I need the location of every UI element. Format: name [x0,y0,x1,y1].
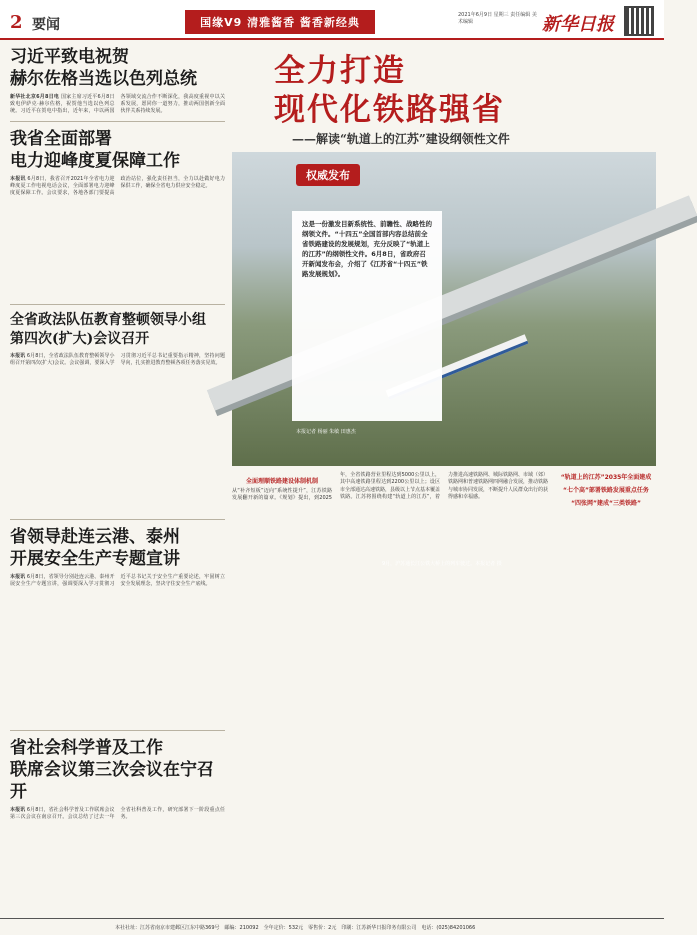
article-text: 6月8日，省社会科学普及工作联席会议第三次会议在南京召开。会议总结了过去一年全省社科普及工作，研究部署下一阶段重点任务。 [10,807,225,820]
feature-body [232,472,656,912]
lead-box: 这是一份激发目新系统性、前瞻性、战略性的纲领文件。“十四五”全国首部内容总结前全省铁路建设的发展规划，充分反映了“轨道上的江苏”的纲领性文件。6月8日，省政府召开新闻发布会，介绍了《江苏省“十四五”铁路发展规划》。 [292,211,442,421]
page-number: 2 [10,12,23,33]
article-text: 6月8日，全省政法队伍教育整顿领导小组召开第四次(扩大)会议。会议强调，要深入学习贯彻习近平总书记重要指示精神，坚持问题导向，扎实推进教育整顿各项任务落实见效。 [10,353,225,366]
ad-banner: 国缘V9 清雅酱香 酱香新经典 [185,10,375,34]
footer: 本社社址：江苏省南京市建邺区江东中路369号 邮编：210092 全年定价：532元 零售价：2元 印刷：江苏新华日报印务有限公司 电话：(025)84201066 [0,918,664,935]
feature-subtitle: ——解读“轨道上的江苏”建设纲领性文件 [292,132,510,146]
feature-title-line-1: 全力打造 [274,53,406,89]
article-4 [10,526,225,724]
article-1 [10,46,225,115]
lead-author: 本报记者 杨丽 朱敏 田惠杰 [296,429,356,435]
article-text: 6月8日，省领导分别赴连云港、泰州开展安全生产专题宣讲，强调要深入学习贯彻习近平总书记关于安全生产重要论述，牢固树立安全发展理念，坚决守住安全生产底线。 [10,574,225,587]
article-title: 全省政法队伍教育整顿领导小组 第四次(扩大)会议召开 [10,312,206,347]
issue-info: 2021年6月9日 星期三 责任编辑 美术编辑 [458,12,537,25]
article-2 [10,128,225,298]
feature-article [232,46,656,916]
article-3 [10,311,225,513]
dateline: 新华社北京6月8日电 [10,94,60,100]
article-title: 我省全面部署 电力迎峰度夏保障工作 [10,129,180,171]
body-subhead: “四张网”建成“三类铁路” [571,500,641,507]
newspaper-logo: 新华日报 [542,14,614,35]
feature-title [274,52,505,130]
article-title: 习近平致电祝贺 赫尔佐格当选以色列总统 [10,47,197,89]
article-text: 6月8日，我省召开2021年全省电力迎峰度夏工作电视电话会议，全面部署电力迎峰度夏保障工作。会议要求，各地各部门要提高政治站位，强化责任担当，全力以赴做好电力保供工作，确保全省电力供应安全稳定。 [10,176,225,196]
photo-caption: 9月，沪苏通长江公铁大桥上的列车驶过。本报记者 摄 [382,561,502,567]
body-subhead: 全面理顺铁路建设体制机制 [245,478,318,485]
body-paragraph: 从“补齐短板”迈向“系统性提升”，江苏铁路发展翻开新的篇章。《规划》提出，到2025年，全省铁路营业里程达到5000公里以上，其中高速铁路里程达到2200公里以上；设区市全部通达高速铁路，县级以上节点基本覆盖铁路。江苏将围绕构建“轨道上的江苏”，着力推进高速铁路网、城际铁路网、市域（郊）铁路网和普速铁路网四网融合发展，推动铁路与城市协同发展，不断提升人民群众出行的获得感和幸福感。 [232,472,549,502]
article-body [10,94,225,115]
article-body [10,574,225,724]
dateline: 本报讯 [10,574,26,580]
bridge-shape [207,195,697,410]
article-body [10,807,225,917]
authority-badge: 权威发布 [296,164,360,186]
section-title: 要闻 [32,17,60,33]
article-title: 省领导赴连云港、泰州 开展安全生产专题宣讲 [10,527,180,569]
dateline: 本报讯 [10,353,26,359]
article-body [10,353,225,513]
article-text: 国家主席习近平6月8日致电伊萨克·赫尔佐格，祝贺他当选以色列总统。习近平在贺电中指出，近年来，中以两国各领域交流合作不断深化，我高度重视中以关系发展，愿同你一道努力，推动两国创新全面伙伴关系持续发展。 [10,94,225,114]
qr-code-icon [624,6,654,36]
feature-title-line-2: 现代化铁路强省 [274,92,505,128]
article-body [10,176,225,298]
dateline: 本报讯 [10,807,26,813]
body-subhead: “轨道上的江苏”2035年全面建成 [560,474,652,481]
masthead [0,0,664,40]
article-5 [10,737,225,917]
left-column [10,46,225,916]
body-subhead: “七个高”部署铁路发展重点任务 [563,487,649,494]
dateline: 本报讯 [10,176,26,182]
article-title: 省社会科学普及工作 联席会议第三次会议在宁召开 [10,738,214,802]
